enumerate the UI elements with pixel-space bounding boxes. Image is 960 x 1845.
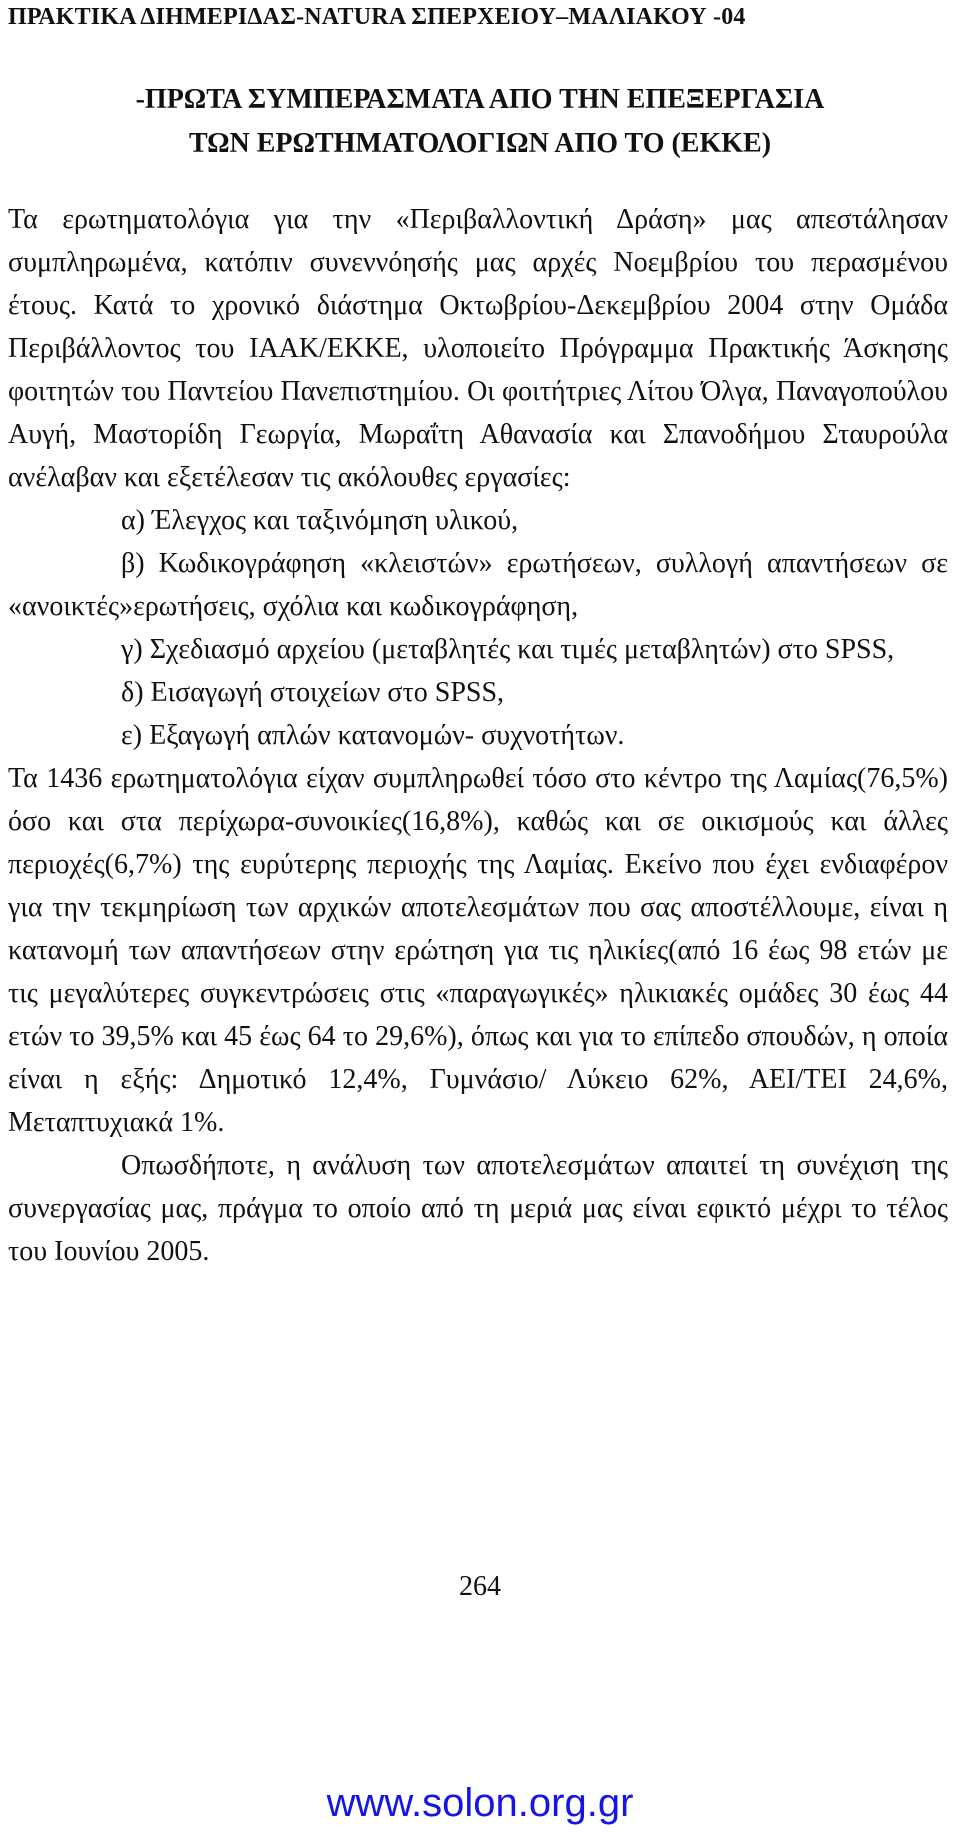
task-item: β) Κωδικογράφηση «κλειστών» ερωτήσεων, συλλογή απαντήσεων σε «ανοικτές»ερωτήσεις, σχόλια και κωδικογράφηση,: [8, 548, 948, 622]
body-text: [8, 198, 948, 1273]
findings-paragraph: Τα 1436 ερωτηματολόγια είχαν συμπληρωθεί τόσο στο κέντρο της Λαμίας(76,5%) όσο και στα περίχωρα-συνοικίες(16,8%), καθώς και σε οικισμούς και άλλες περιοχές(6,7%) της ευρύτερης περιοχής της Λαμίας. Εκείνο που έχει ενδιαφέρον για την τεκμηρίωση των αρχικών αποτελεσμάτων που σας αποστέλλουμε, είναι η κατανομή των απαντήσεων στην ερώτηση για τις ηλικίες(από 16 έως 98 ετών με τις μεγαλύτερες συγκεντρώσεις στις «παραγωγικές» ηλικιακές ομάδες 30 έως 44 ετών το 39,5% και 45 έως 64 το 29,6%), όπως και για το επίπεδο σπουδών, η οποία είναι η εξής: Δημοτικό 12,4%, Γυμνάσιο/ Λύκειο 62%, ΑΕΙ/ΤΕΙ 24,6%, Μεταπτυχιακά 1%.: [8, 763, 948, 1138]
section-title-line-2: ΤΩΝ ΕΡΩΤΗΜΑΤΟΛΟΓΙΩΝ ΑΠΟ ΤΟ (ΕΚΚΕ): [188, 128, 772, 159]
running-header: ΠΡΑΚΤΙΚΑ ΔΙΗΜΕΡΙΔΑΣ-NATURA ΣΠΕΡΧΕΙΟΥ–ΜΑΛΙΑΚΟΥ -04: [8, 4, 746, 30]
section-title-line-1: -ΠΡΩΤΑ ΣΥΜΠΕΡΑΣΜΑΤΑ ΑΠΟ ΤΗΝ ΕΠΕΞΕΡΓΑΣΙΑ: [135, 84, 825, 115]
task-item: ε) Εξαγωγή απλών κατανομών- συχνοτήτων.: [121, 720, 625, 751]
footer: [0, 1781, 960, 1826]
closing-paragraph: Οπωσδήποτε, η ανάλυση των αποτελεσμάτων απαιτεί τη συνέχιση της συνεργασίας μας, πράγμα το οποίο από τη μεριά μας είναι εφικτό μέχρι το τέλος του Ιουνίου 2005.: [8, 1150, 948, 1267]
page-number: 264: [459, 1571, 501, 1602]
intro-paragraph: Τα ερωτηματολόγια για την «Περιβαλλοντική Δράση» μας απεστάλησαν συμπληρωμένα, κατόπιν συνεννόησής μας αρχές Νοεμβρίου του περασμένου έτους. Κατά το χρονικό διάστημα Οκτωβρίου-Δεκεμβρίου 2004 στην Ομάδα Περιβάλλοντος του ΙΑΑΚ/ΕΚΚΕ, υλοποιείτο Πρόγραμμα Πρακτικής Άσκησης φοιτητών του Παντείου Πανεπιστημίου. Οι φοιτήτριες Λίτου Όλγα, Παναγοπούλου Αυγή, Μαστορίδη Γεωργία, Μωραΐτη Αθανασία και Σπανοδήμου Σταυρούλα ανέλαβαν και εξετέλεσαν τις ακόλουθες εργασίες:: [8, 204, 948, 493]
task-item: γ) Σχεδιασμό αρχείου (μεταβλητές και τιμές μεταβλητών) στο SPSS,: [121, 634, 895, 665]
section-title: [0, 78, 960, 166]
task-item: δ) Εισαγωγή στοιχείων στο SPSS,: [121, 677, 505, 708]
website-link[interactable]: www.solon.org.gr: [326, 1781, 634, 1825]
task-item: α) Έλεγχος και ταξινόμηση υλικού,: [121, 505, 519, 536]
